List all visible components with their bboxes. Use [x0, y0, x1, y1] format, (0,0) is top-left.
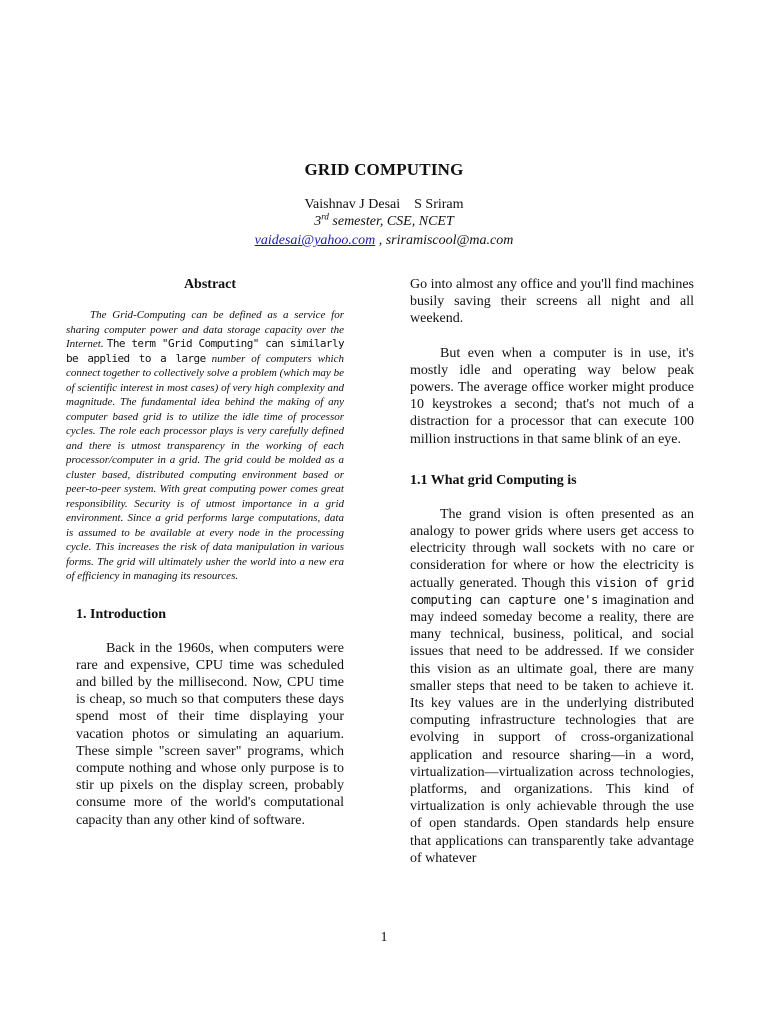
paragraph-3-part-a: The grand vision is often presented as an analogy to power grids where users get access to electricity through wall sockets with no care or consideration for where or how the electricity is actually generated. Though this: [410, 506, 694, 591]
paragraph-3-part-b: imagination and may indeed someday become a reality, there are many technical, business, political, and social issues that need to be addressed. If we consider this vision as an ultimate goal, there are many smaller steps that need to be taken to achieve it. Its key values are in the underlying distributed computing infrastructure technologies that are evolving in support of cross-organizational application and resource sharing—in a word, virtualization—virtualization across technologies, platforms, and organizations. This kind of virtualization is only achievable through the use of open standards. Open standards help ensure that applications can transparently take advantage of whatever: [410, 592, 694, 866]
right-column: [410, 276, 694, 867]
author-name-2: S Sriram: [414, 197, 464, 212]
left-column: [66, 276, 344, 829]
section-heading-1-1: 1.1 What grid Computing is: [410, 472, 577, 488]
introduction-paragraph: Back in the 1960s, when computers were rare and expensive, CPU time was scheduled and billed by the millisecond. Now, CPU time is cheap, so much so that computers these days spend most of their time displaying your vacation photos or simulating an aquarium. These simple "screen saver" programs, which compute nothing and whose only purpose is to stir up pixels on the display screen, probably consume more of the world's computational capacity than any other kind of software.: [76, 640, 344, 828]
right-paragraph-1: Go into almost any office and you'll find machines busily saving their screens all night and all weekend.: [410, 277, 694, 327]
abstract-text: [66, 308, 344, 584]
author-name-1: Vaishnav J Desai: [304, 197, 401, 212]
affiliation-superscript: rd: [321, 211, 329, 222]
author-line: [0, 196, 768, 214]
introduction-heading: 1. Introduction: [76, 606, 166, 622]
email-link-1[interactable]: vaidesai@yahoo.com: [254, 233, 376, 248]
abstract-text-handwritten-font: The term "Grid Computing" can similarly be applied to a large: [66, 337, 344, 365]
abstract-text-part-2: number of computers which connect together to collectively solve a problem (which may be of scientific interest in most cases) of very high complexity and magnitude. The fundamental idea behind the making of any computer based grid is to utilize the idle time of processor cycles. The role each processor plays is very carefully defined and there is utmost transparency in the working of each processor/computer in a grid. The grid could be molded as a cluster based, distributed computing environment based or peer-to-peer system. With great computing power comes great responsibility. Security is of utmost importance in a grid environment. Since a grid performs large computations, data is assumed to be available at every node in the processing cycle. This increases the risk of data manipulation in various forms. The grid will ultimately usher the world into a new era of efficiency in managing its resources.: [66, 352, 344, 582]
right-paragraph-2: But even when a computer is in use, it's mostly idle and operating way below peak powers. The average office worker might produce 10 keystrokes a second; that's not much of a distraction for a processor that can execute 100 million instructions in that same blink of an eye.: [410, 345, 694, 447]
page-number: 1: [380, 930, 388, 945]
email-line: [0, 232, 768, 250]
abstract-heading: Abstract: [183, 277, 237, 292]
affiliation-text: semester, CSE, NCET: [328, 214, 454, 229]
affiliation-ordinal: 3: [314, 214, 322, 229]
paper-title: GRID COMPUTING: [304, 160, 464, 179]
paragraph-3-mono-fragment: vision of grid computing can capture one's: [410, 575, 694, 607]
right-paragraph-3: [410, 506, 694, 867]
email-text-2: , sriramiscool@ma.com: [375, 233, 514, 248]
abstract-text-part-1: The Grid-Computing can be defined as a service for sharing computer power and data storage capacity over the Internet.: [66, 309, 344, 350]
affiliation-line: [0, 213, 768, 231]
